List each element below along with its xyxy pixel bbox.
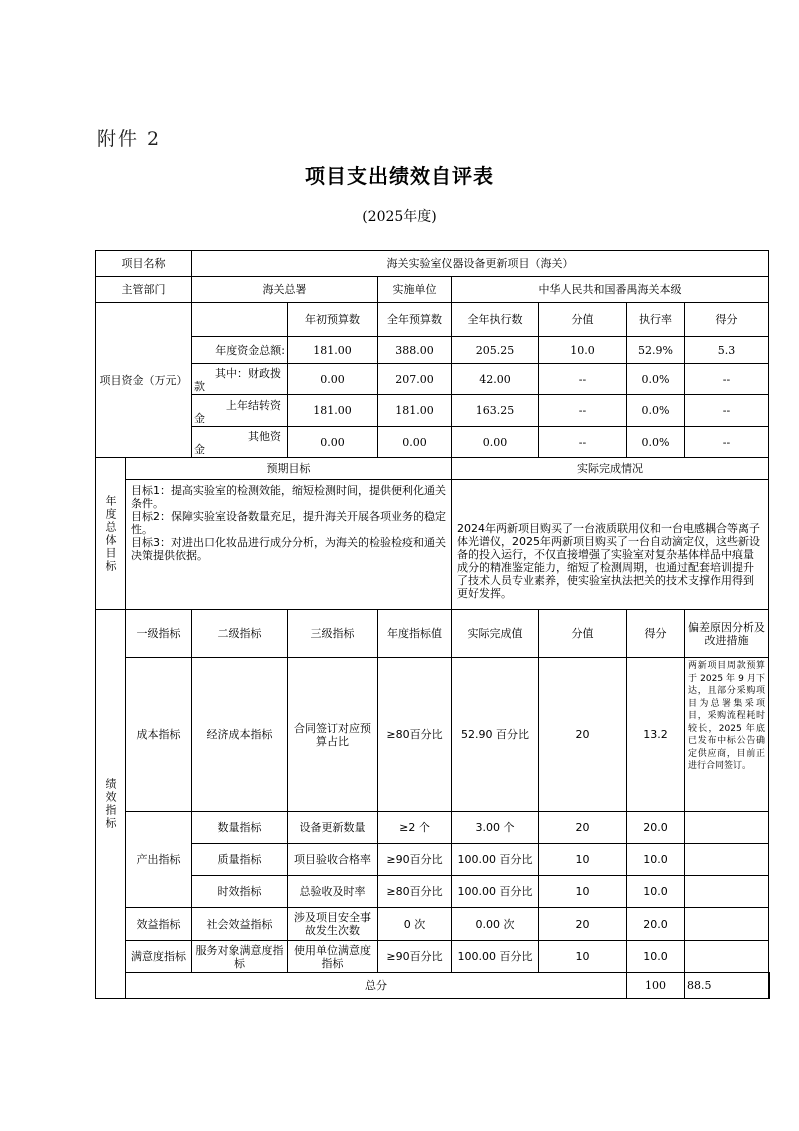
- funds-fiscal-weight: --: [539, 364, 627, 395]
- funds-carryover-label: [192, 395, 288, 427]
- benefit-reason: [685, 908, 769, 941]
- quality-level3: 项目验收合格率: [288, 844, 378, 876]
- ind-header-level1: 一级指标: [126, 610, 192, 658]
- cost-level2: 经济成本指标: [192, 658, 288, 812]
- funds-carryover-rate: 0.0%: [627, 395, 685, 427]
- evaluation-table: [95, 250, 770, 999]
- cost-level3: 合同签订对应预算占比: [288, 658, 378, 812]
- quantity-level3: 设备更新数量: [288, 812, 378, 844]
- funds-other-label-top: 其他资: [248, 430, 281, 443]
- timeliness-target: ≥80百分比: [378, 876, 452, 908]
- quality-level2: 质量指标: [192, 844, 288, 876]
- funds-fiscal-label-top: 其中：财政拨: [215, 367, 281, 380]
- funds-other-annual: 0.00: [378, 427, 452, 458]
- dept-value: 海关总署: [192, 277, 378, 303]
- funds-total-score: 5.3: [685, 337, 769, 364]
- funds-header-weight: 分值: [539, 303, 627, 337]
- funds-fiscal-rate: 0.0%: [627, 364, 685, 395]
- satisfaction-weight: 10: [539, 941, 627, 973]
- ind-header-reason: 偏差原因分析及改进措施: [685, 610, 769, 658]
- funds-carryover-initial: 181.00: [288, 395, 378, 427]
- row-quality: [96, 844, 770, 876]
- row-total: [96, 973, 770, 999]
- timeliness-score: 10.0: [627, 876, 685, 908]
- goals-label: 年度总体目标: [96, 458, 126, 610]
- impl-value: 中华人民共和国番禺海关本级: [452, 277, 769, 303]
- timeliness-level3: 总验收及时率: [288, 876, 378, 908]
- benefit-level2: 社会效益指标: [192, 908, 288, 941]
- funds-other-score: --: [685, 427, 769, 458]
- cost-target: ≥80百分比: [378, 658, 452, 812]
- goals-expected: [126, 480, 452, 610]
- ind-header-level3: 三级指标: [288, 610, 378, 658]
- ind-header-score: 得分: [627, 610, 685, 658]
- row-timeliness: [96, 876, 770, 908]
- project-name-value: 海关实验室仪器设备更新项目（海关）: [192, 251, 769, 277]
- timeliness-level2: 时效指标: [192, 876, 288, 908]
- goals-expected-header: 预期目标: [126, 458, 452, 480]
- funds-fiscal-initial: 0.00: [288, 364, 378, 395]
- funds-header-executed: 全年执行数: [452, 303, 539, 337]
- row-funds-other: [96, 427, 770, 458]
- goals-actual: 2024年两新项目购买了一台液质联用仪和一台电感耦合等离子体光谱仪，2025年两新项目购买了一台自动滴定仪，这些新设备的投入运行，不仅直接增强了实验室对复杂基体样品中痕量成分的精准鉴定能力，缩短了检测周期，也通过配套培训提升了技术人员专业素养，使实验室执法把关的技术支撑作用得到更好发挥。: [452, 480, 769, 610]
- funds-other-weight: --: [539, 427, 627, 458]
- cost-level1: 成本指标: [126, 658, 192, 812]
- funds-header-rate: 执行率: [627, 303, 685, 337]
- timeliness-actual: 100.00 百分比: [452, 876, 539, 908]
- funds-header-blank: [192, 303, 288, 337]
- funds-total-rate: 52.9%: [627, 337, 685, 364]
- fiscal-year: (2025年度): [362, 209, 437, 225]
- funds-fiscal-score: --: [685, 364, 769, 395]
- ind-header-target: 年度指标值: [378, 610, 452, 658]
- funds-other-label-bottom: 金: [194, 443, 205, 456]
- row-goals-header: [96, 458, 770, 480]
- benefit-level1: 效益指标: [126, 908, 192, 941]
- funds-fiscal-label: [192, 364, 288, 395]
- satisfaction-target: ≥90百分比: [378, 941, 452, 973]
- funds-header-annual: 全年预算数: [378, 303, 452, 337]
- funds-other-label: [192, 427, 288, 458]
- quantity-target: ≥2 个: [378, 812, 452, 844]
- quality-target: ≥90百分比: [378, 844, 452, 876]
- funds-carryover-annual: 181.00: [378, 395, 452, 427]
- funds-fiscal-annual: 207.00: [378, 364, 452, 395]
- quantity-level2: 数量指标: [192, 812, 288, 844]
- funds-total-annual: 388.00: [378, 337, 452, 364]
- goal-2: 目标2：保障实验室设备数量充足，提升海关开展各项业务的稳定性。: [131, 510, 446, 536]
- satisfaction-level2: 服务对象满意度指标: [192, 941, 288, 973]
- cost-weight: 20: [539, 658, 627, 812]
- row-funds-fiscal: [96, 364, 770, 395]
- funds-total-executed: 205.25: [452, 337, 539, 364]
- impl-label: 实施单位: [378, 277, 452, 303]
- indicators-label: 绩效指标: [96, 610, 126, 999]
- row-benefit: [96, 908, 770, 941]
- row-funds-header: [96, 303, 770, 337]
- satisfaction-level1: 满意度指标: [126, 941, 192, 973]
- goal-3: 目标3：对进出口化妆品进行成分分析，为海关的检验检疫和通关决策提供依据。: [131, 536, 446, 562]
- funds-total-weight: 10.0: [539, 337, 627, 364]
- benefit-level3: 涉及项目安全事故发生次数: [288, 908, 378, 941]
- row-quantity: [96, 812, 770, 844]
- funds-other-rate: 0.0%: [627, 427, 685, 458]
- benefit-actual: 0.00 次: [452, 908, 539, 941]
- ind-header-actual: 实际完成值: [452, 610, 539, 658]
- funds-carryover-weight: --: [539, 395, 627, 427]
- project-name-label: 项目名称: [96, 251, 192, 277]
- funds-label: 项目资金（万元）: [96, 303, 192, 458]
- satisfaction-reason: [685, 941, 769, 973]
- funds-carryover-label-bottom: 金: [194, 411, 205, 425]
- row-satisfaction: [96, 941, 770, 973]
- output-level1: 产出指标: [126, 812, 192, 908]
- timeliness-reason: [685, 876, 769, 908]
- funds-carryover-label-top: 上年结转资: [226, 398, 281, 412]
- funds-fiscal-executed: 42.00: [452, 364, 539, 395]
- goal-1: 目标1：提高实验室的检测效能，缩短检测时间，提供便利化通关条件。: [131, 484, 446, 510]
- quantity-reason: [685, 812, 769, 844]
- quality-weight: 10: [539, 844, 627, 876]
- ind-header-level2: 二级指标: [192, 610, 288, 658]
- row-department: [96, 277, 770, 303]
- funds-carryover-executed: 163.25: [452, 395, 539, 427]
- total-label: 总分: [126, 973, 627, 999]
- quality-actual: 100.00 百分比: [452, 844, 539, 876]
- row-cost: [96, 658, 770, 812]
- funds-fiscal-label-bottom: 款: [194, 380, 205, 393]
- total-score: 88.5: [685, 973, 769, 999]
- cost-actual: 52.90 百分比: [452, 658, 539, 812]
- benefit-target: 0 次: [378, 908, 452, 941]
- row-goals-content: [96, 480, 770, 610]
- funds-total-label: 年度资金总额:: [192, 337, 288, 364]
- quantity-actual: 3.00 个: [452, 812, 539, 844]
- row-indicator-header: [96, 610, 770, 658]
- satisfaction-actual: 100.00 百分比: [452, 941, 539, 973]
- dept-label: 主管部门: [96, 277, 192, 303]
- funds-header-score: 得分: [685, 303, 769, 337]
- goals-actual-header: 实际完成情况: [452, 458, 769, 480]
- funds-header-initial: 年初预算数: [288, 303, 378, 337]
- page-title: 项目支出绩效自评表: [305, 164, 494, 188]
- total-weight: 100: [627, 973, 685, 999]
- benefit-weight: 20: [539, 908, 627, 941]
- quantity-score: 20.0: [627, 812, 685, 844]
- cost-reason: 两新项目周款预算于 2025 年 9 月下达，且部分采购项目为总署集采项目，采购流程耗时较长，2025 年底已发布中标公告确定供应商，目前正进行合同签订。: [685, 658, 769, 812]
- quality-score: 10.0: [627, 844, 685, 876]
- funds-other-initial: 0.00: [288, 427, 378, 458]
- funds-other-executed: 0.00: [452, 427, 539, 458]
- satisfaction-score: 10.0: [627, 941, 685, 973]
- quality-reason: [685, 844, 769, 876]
- total-reason: [769, 973, 770, 999]
- row-funds-total: [96, 337, 770, 364]
- row-project-name: [96, 251, 770, 277]
- ind-header-weight: 分值: [539, 610, 627, 658]
- cost-score: 13.2: [627, 658, 685, 812]
- row-funds-carryover: [96, 395, 770, 427]
- annex-label: 附件 2: [97, 128, 162, 150]
- benefit-score: 20.0: [627, 908, 685, 941]
- satisfaction-level3: 使用单位满意度指标: [288, 941, 378, 973]
- funds-carryover-score: --: [685, 395, 769, 427]
- quantity-weight: 20: [539, 812, 627, 844]
- timeliness-weight: 10: [539, 876, 627, 908]
- funds-total-initial: 181.00: [288, 337, 378, 364]
